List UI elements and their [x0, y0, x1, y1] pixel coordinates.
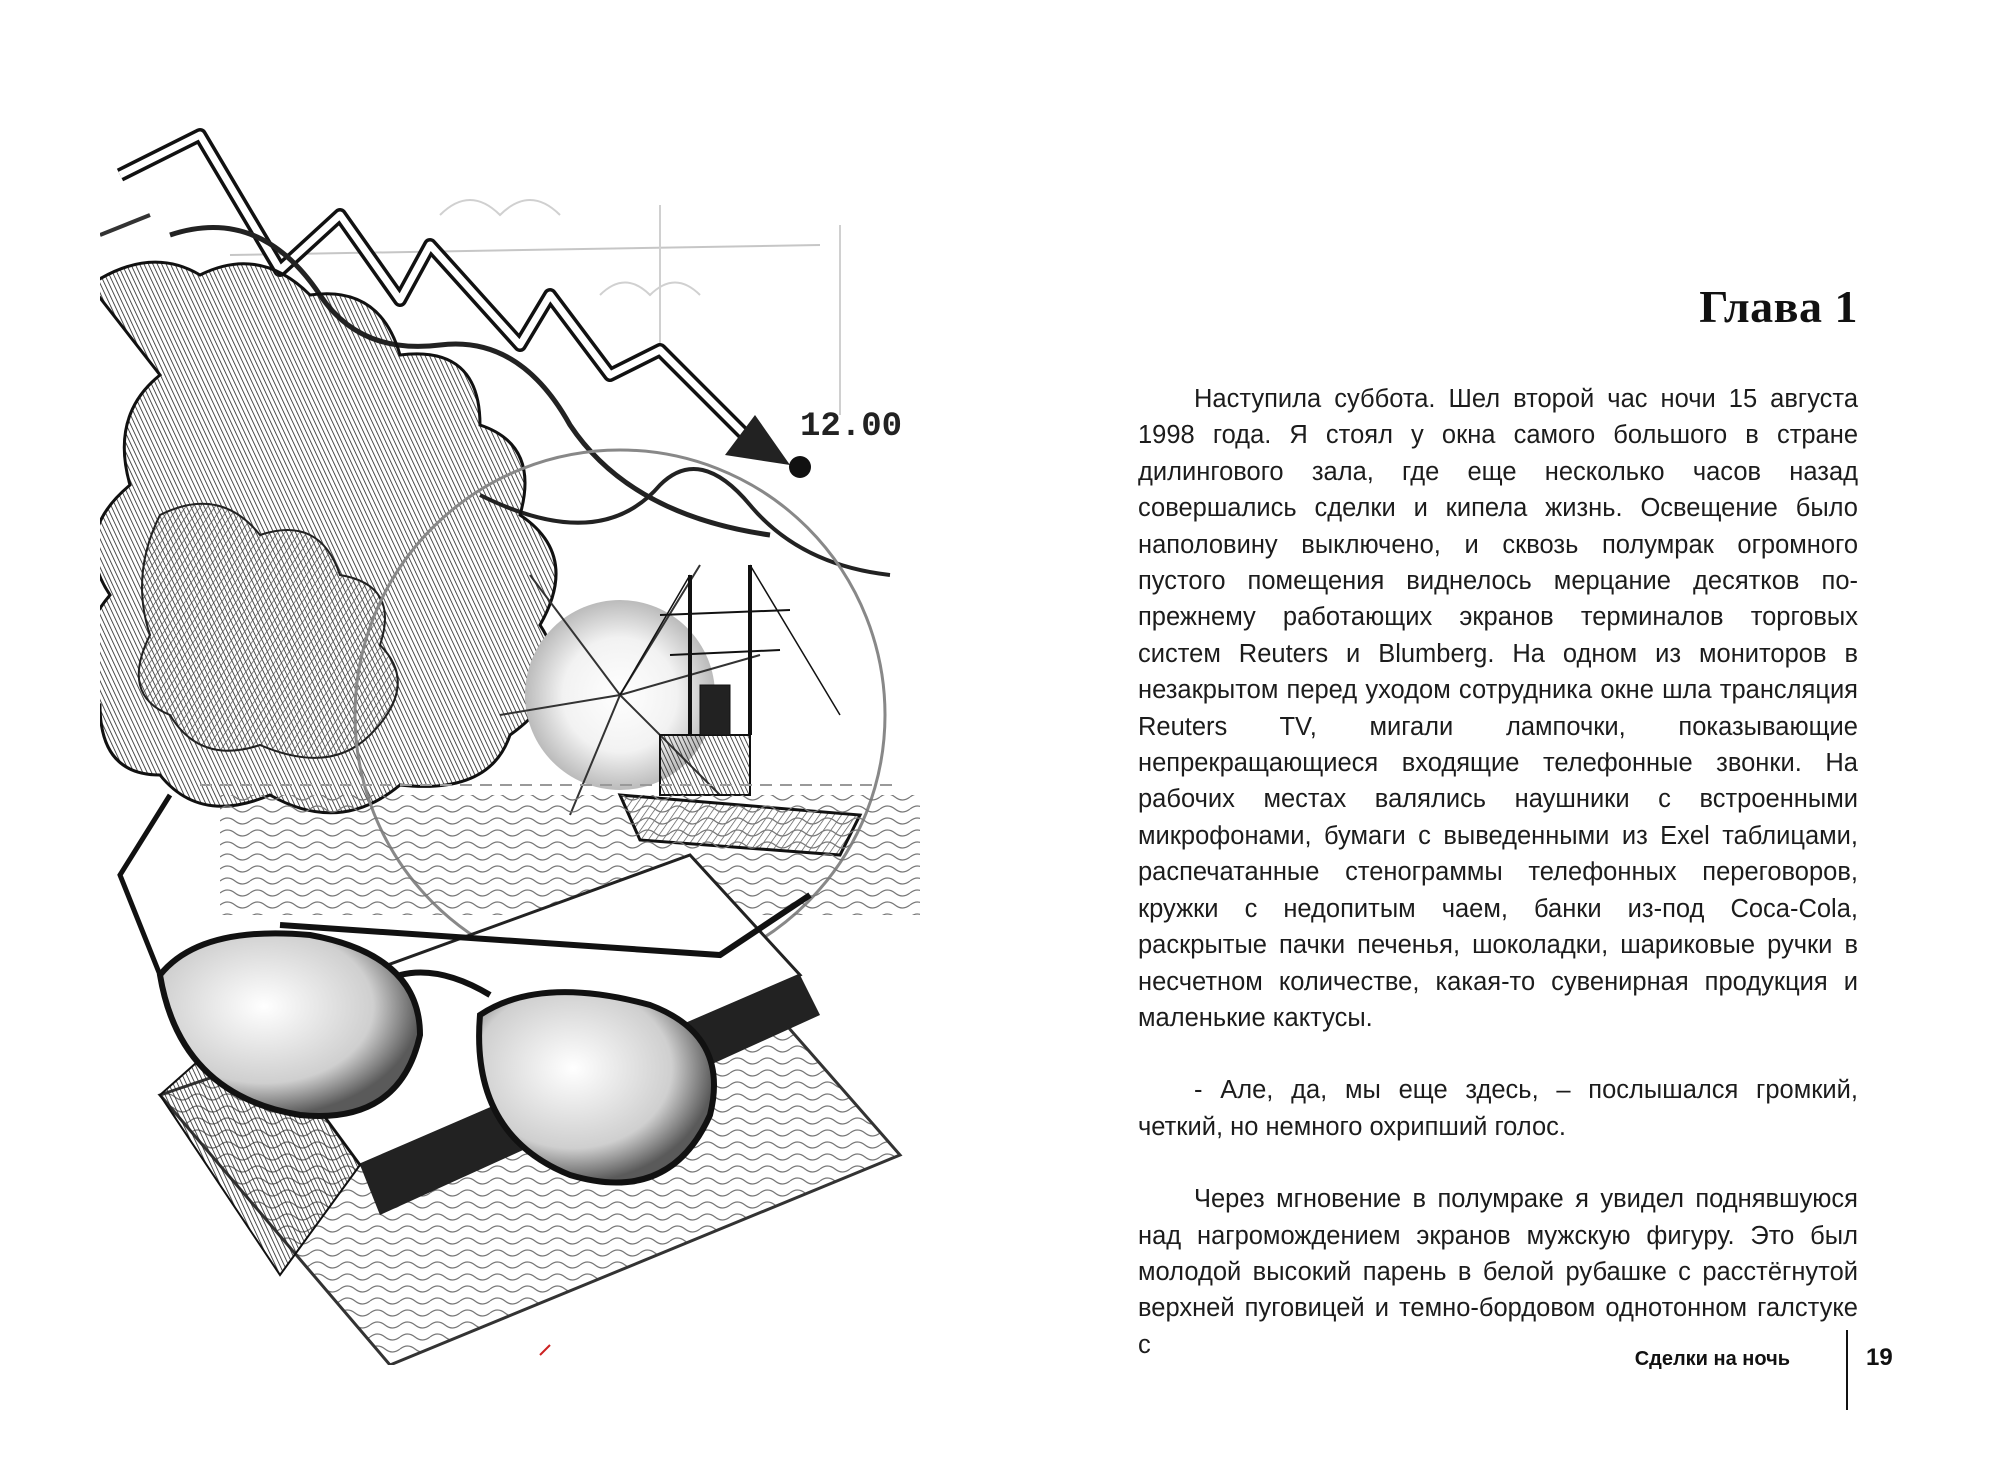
text-page [1138, 280, 1858, 1363]
illustration-drawing [100, 95, 960, 1365]
running-title: Сделки на ночь [1634, 1348, 1790, 1370]
chapter-title: Глава 1 [1699, 281, 1858, 332]
paragraph-2: - Але, да, мы еще здесь, – послышался громкий, четкий, но немного охрипший голос. [1138, 1076, 1858, 1141]
sea-waves [220, 795, 920, 915]
page-footer [1634, 1330, 1900, 1390]
chapter-illustration [100, 95, 960, 1365]
page-number: 19 [1866, 1344, 1893, 1371]
paragraph-1: Наступила суббота. Шел второй час ночи 15 августа 1998 года. Я стоял у окна самого большого в стране дилингового зала, где еще несколько часов назад совершались сделки и кипела жизнь. Освещение было наполовину выключено, и сквозь полумрак огромного пустого помещения виднелось мерцание десятков по-прежнему работающих экранов терминалов торговых систем Reuters и Blumberg. На одном из мониторов в незакрытом перед уходом сотрудника окне шла трансляция Reuters TV, мигали лампочки, показывающие непрекращающиеся входящие телефонные звонки. На рабочих местах валялись наушники с встроенными микрофонами, бумаги с выведенными из Exel таблицами, распечатанные стенограммы телефонных переговоров, кружки с недопитым чаем, банки из-под Coca-Cola, раскрытые пачки печенья, шоколадки, шариковые ручки в несчетном количестве, какая-то сувенирная продукция и маленькие кактусы. [1138, 385, 1858, 1032]
footer-divider [1846, 1330, 1848, 1410]
smoke-cloud [100, 262, 556, 813]
paragraph-3: Через мгновение в полумраке я увидел поднявшуюся над нагромождением экранов мужскую фигуру. Это был молодой высокий парень в белой рубашке с расстёгнутой верхней пуговицей и темно-бордовом однотонном галстуке с [1138, 1185, 1858, 1359]
chart-price-label: 12.00 [800, 408, 903, 446]
